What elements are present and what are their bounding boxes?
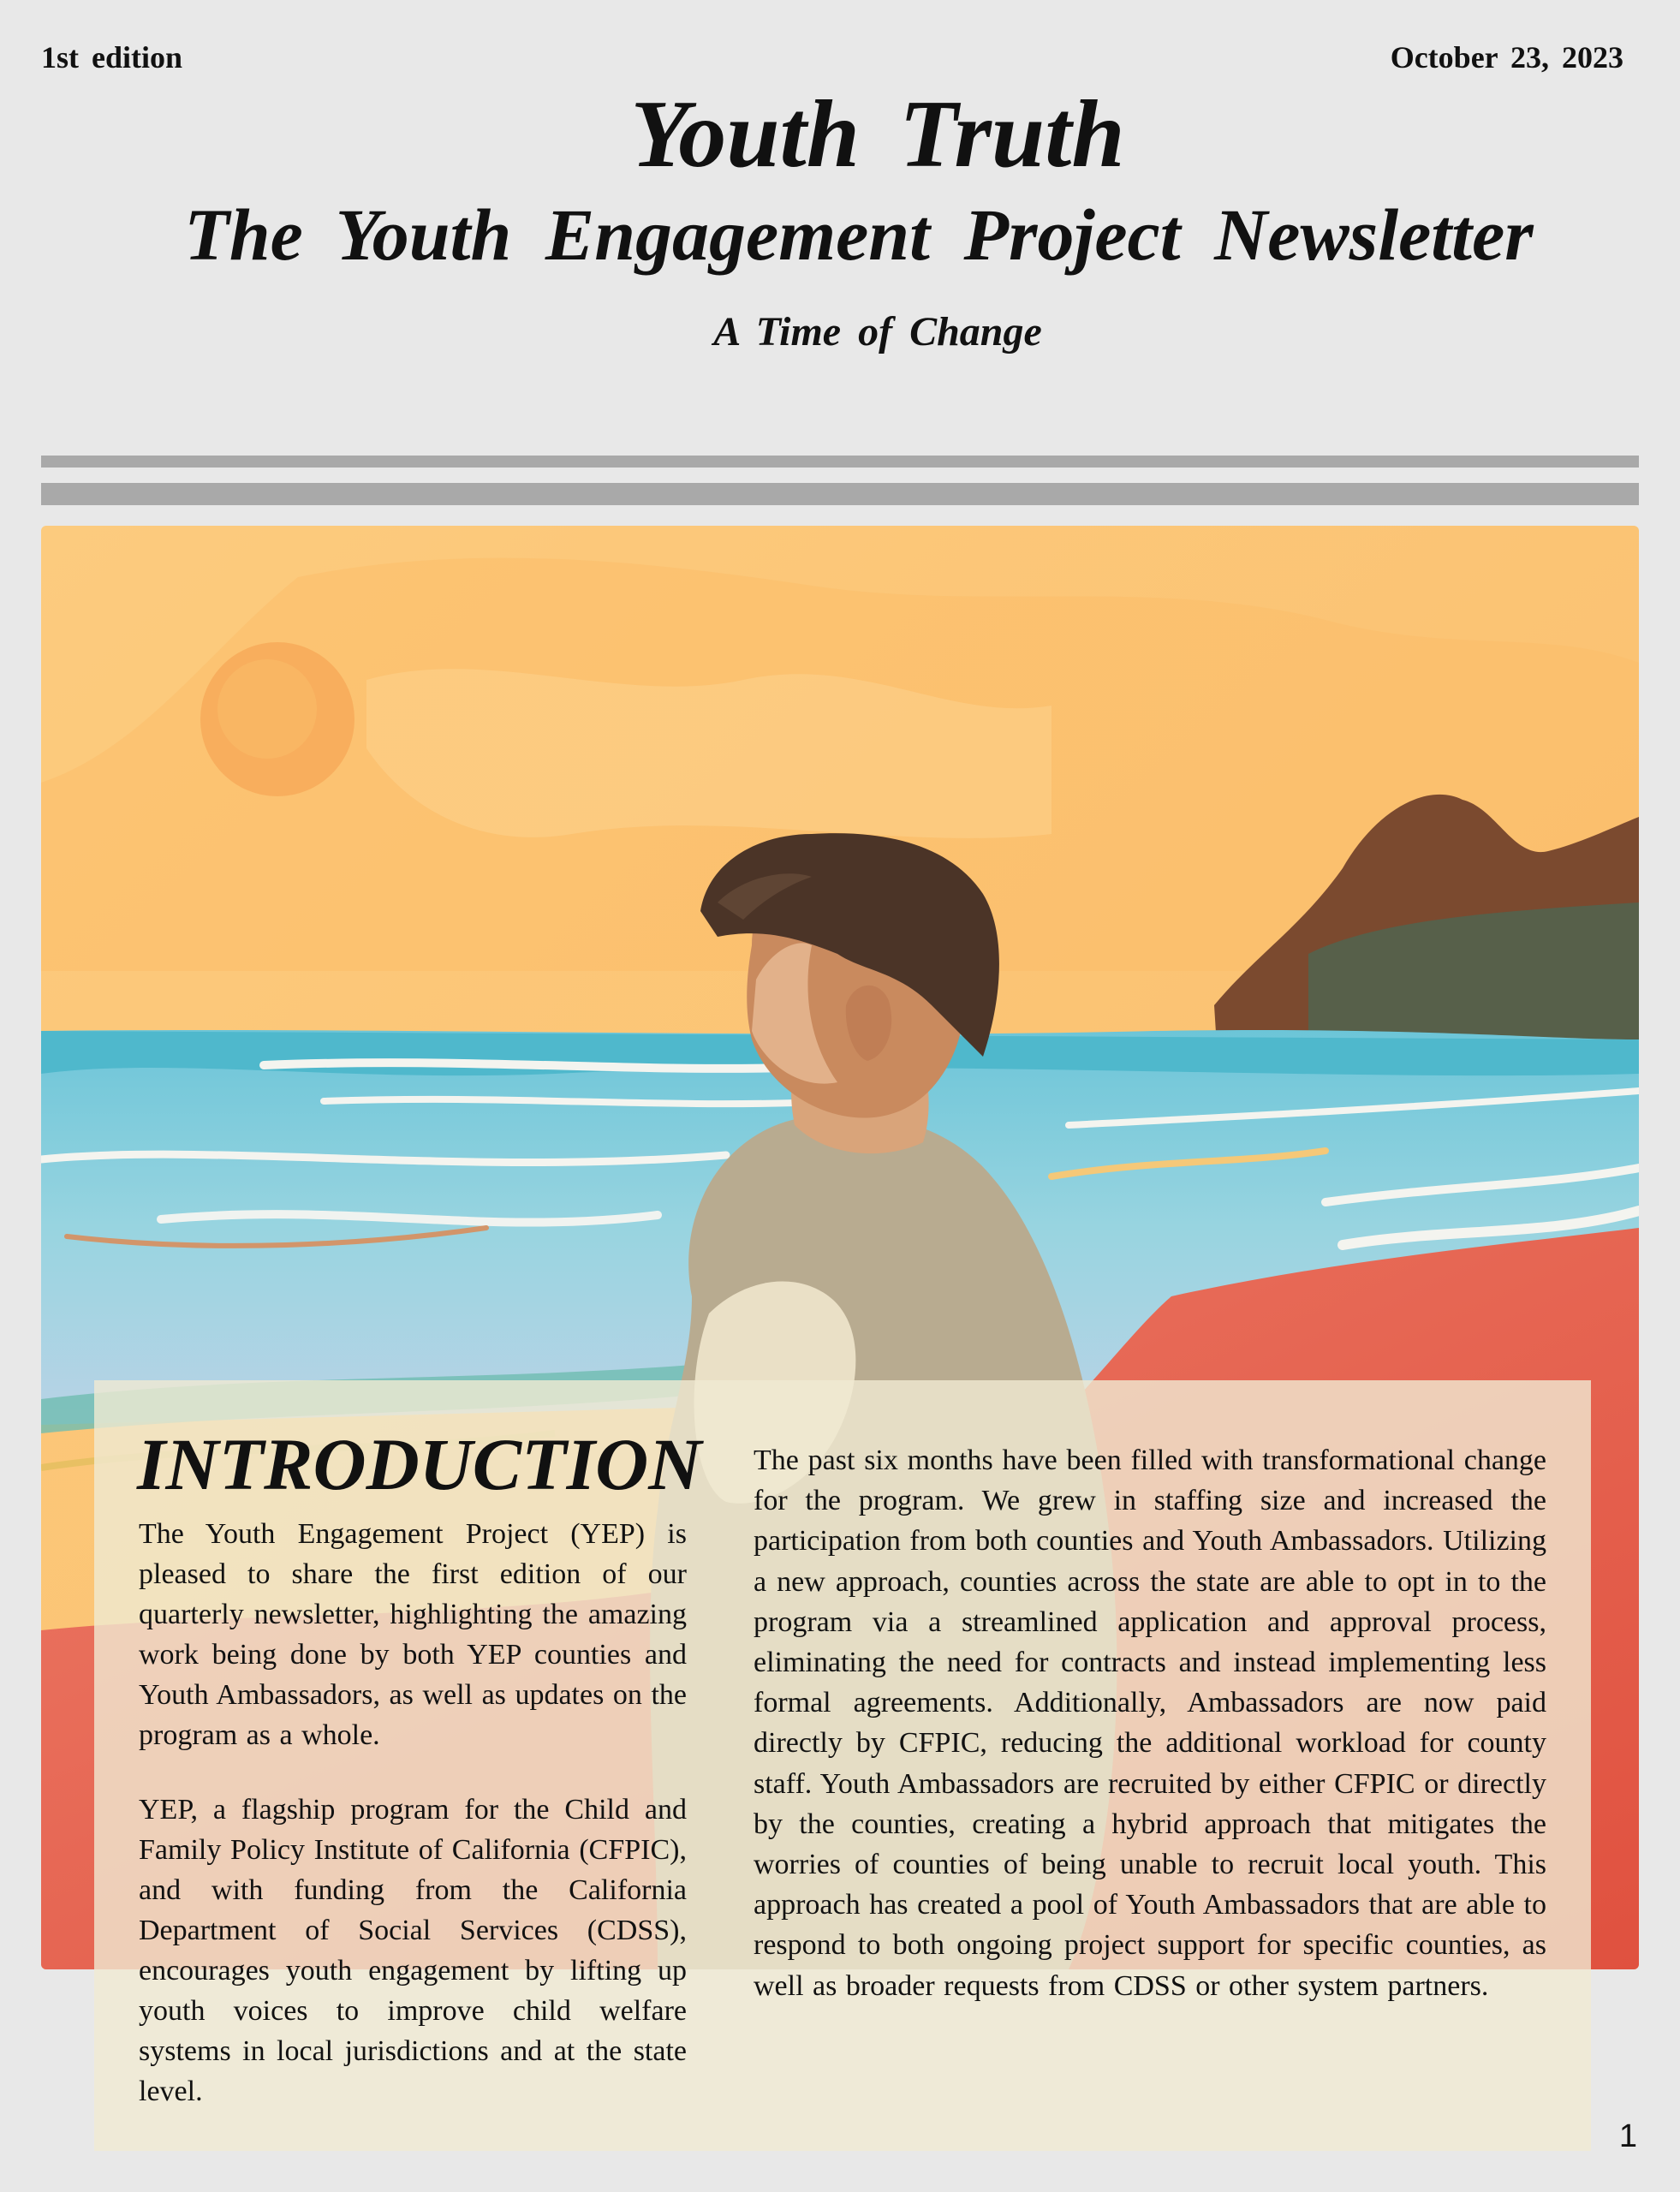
intro-paragraph-2: YEP, a flagship program for the Child and Family Policy Institute of California (CFPIC), and with funding from the California Department of Social Services (CDSS), encourages youth engagement by lifting up youth voices to improve child welfare systems in local jurisdictions and at the state level. xyxy=(139,1794,687,2107)
introduction-left-column xyxy=(139,1514,687,2146)
divider-thick xyxy=(41,483,1639,505)
newsletter-title: Youth Truth xyxy=(630,81,1125,188)
divider-thin xyxy=(41,456,1639,468)
newsletter-tagline: A Time of Change xyxy=(713,309,1042,354)
intro-paragraph-3: The past six months have been filled with transformational change for the program. We grew in staffing size and increased the participation from both counties and Youth Ambassadors. Utilizing a new approach, counties across the state are able to opt in to the program via a streamlined application and approval process, eliminating the need for contracts and instead implementing less formal agreements. Additionally, Ambassadors are now paid directly by CFPIC, reducing the additional workload for county staff. Youth Ambassadors are recruited by either CFPIC or directly by the counties, creating a hybrid approach that mitigates the worries of counties of being unable to recruit local youth. This approach has created a pool of Youth Ambassadors that are able to respond to both ongoing project support for specific counties, as well as broader requests from CDSS or other system partners. xyxy=(754,1444,1546,2002)
introduction-heading: INTRODUCTION xyxy=(137,1423,702,1505)
newsletter-subtitle: The Youth Engagement Project Newsletter xyxy=(184,194,1534,276)
edition-label: 1st edition xyxy=(41,40,183,74)
page-number: 1 xyxy=(1618,2118,1637,2154)
intro-paragraph-1: The Youth Engagement Project (YEP) is pleased to share the first edition of our quarterly newsletter, highlighting the amazing work being done by both YEP counties and Youth Ambassadors, as well as updates on the program as a whole. xyxy=(139,1518,687,1751)
publication-date: October 23, 2023 xyxy=(1390,40,1623,74)
introduction-right-column xyxy=(754,1440,1546,2006)
